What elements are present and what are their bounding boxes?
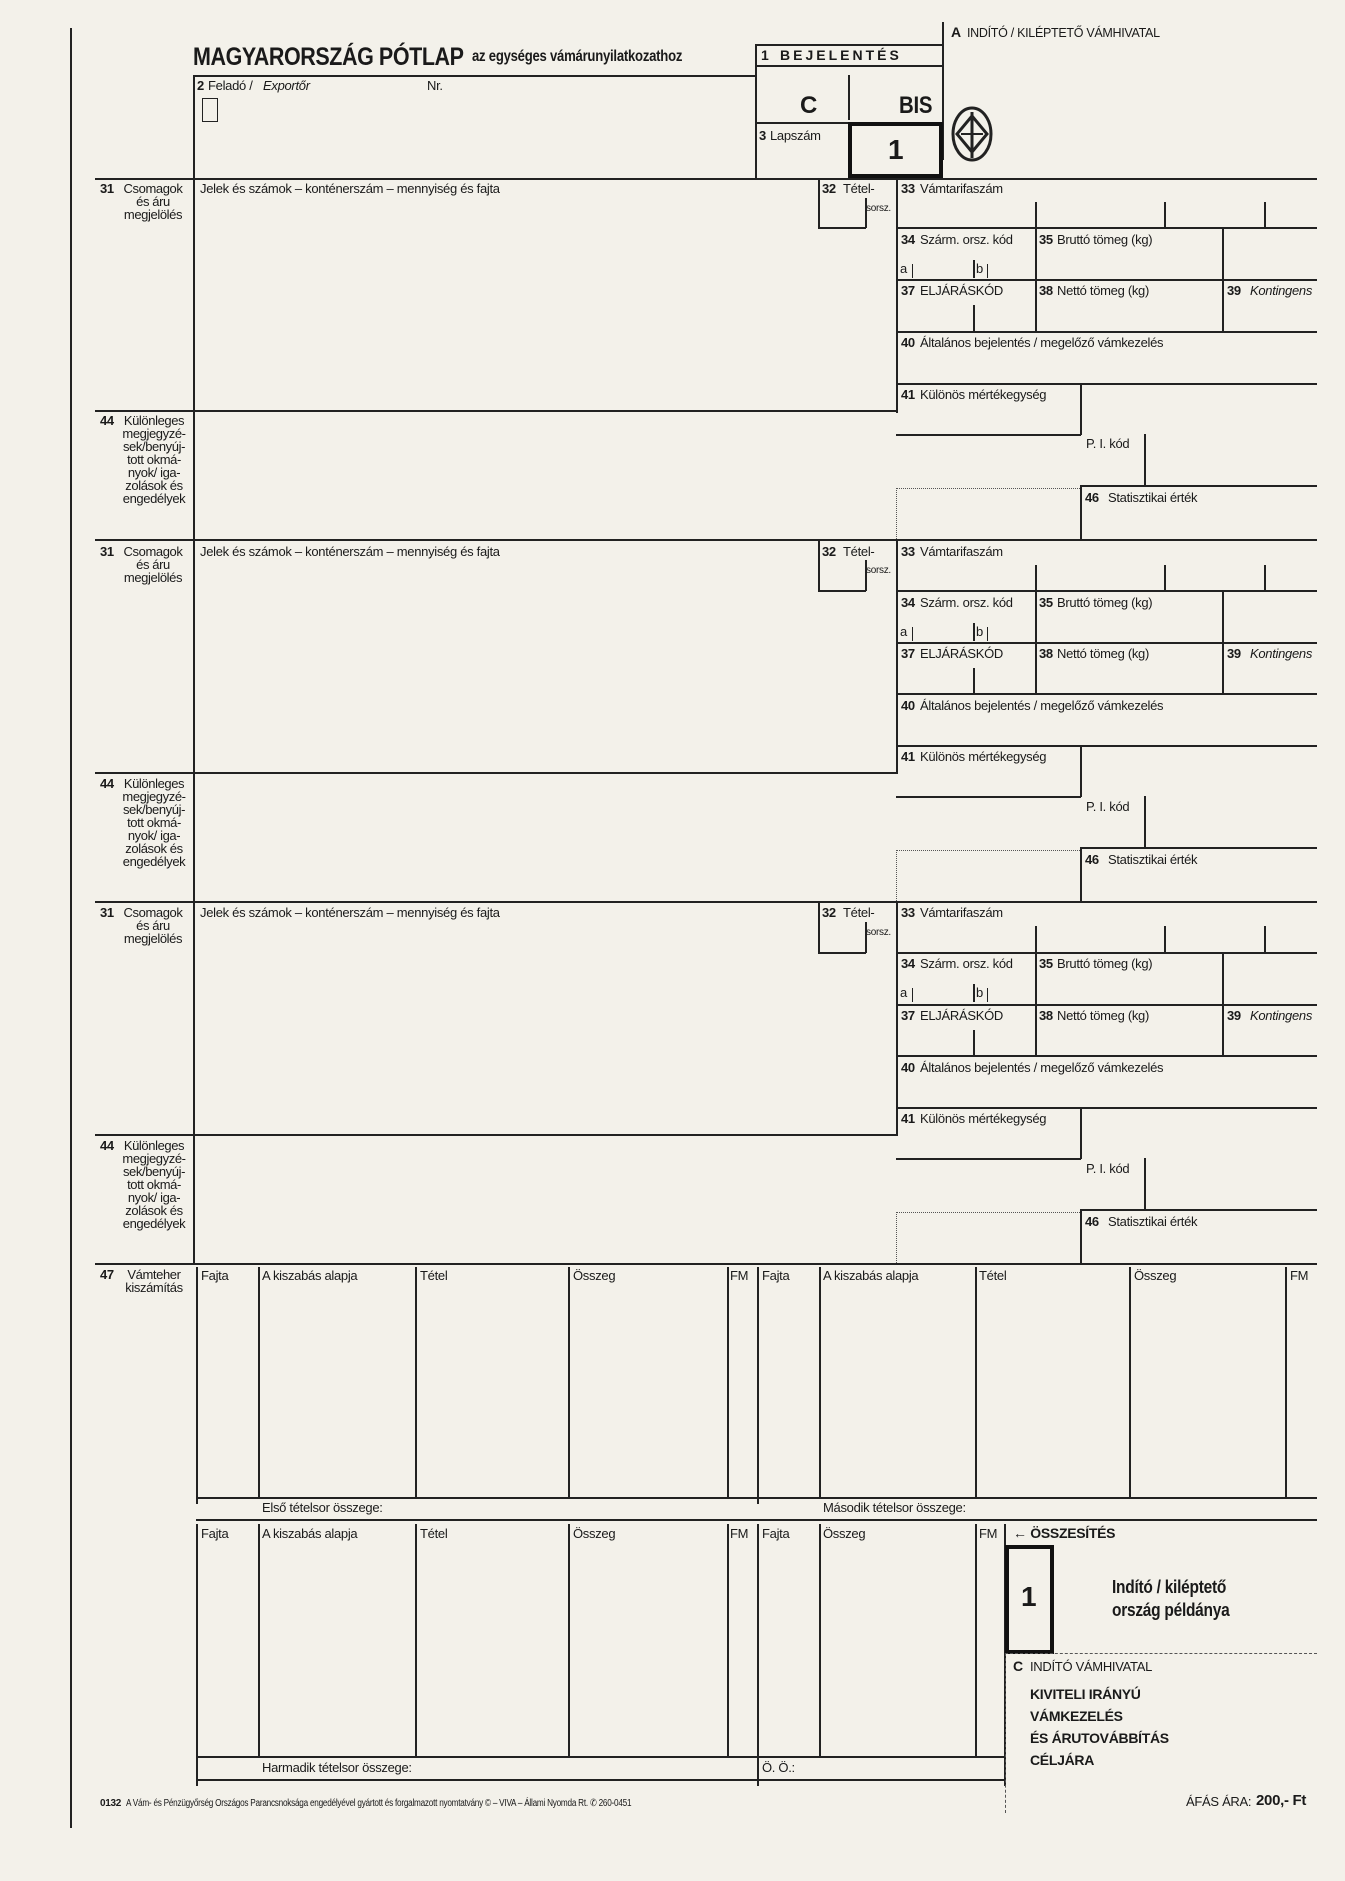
field-1-num: 1	[761, 47, 772, 63]
copy-number-large: 1	[1021, 1581, 1037, 1612]
col-fm-1: FM	[730, 1268, 749, 1283]
col-osszeg-1: Összeg	[573, 1268, 616, 1283]
field-35-label: Bruttó tömeg (kg)	[1057, 232, 1153, 247]
copy-label-line1: Indító / kiléptető	[1112, 1577, 1227, 1597]
summary-label: ← ÖSSZESÍTÉS	[1013, 1525, 1116, 1541]
col-fajta-4: Fajta	[762, 1526, 790, 1541]
field-31-desc: Jelek és számok – konténerszám – mennyiség és fajta	[200, 181, 500, 196]
price-value: 200,- Ft	[1256, 1792, 1307, 1809]
field-a-letter: A	[951, 24, 961, 40]
field-2-label-italic: Exportőr	[263, 78, 310, 93]
field-47-label: Vámteher kiszámítás	[125, 1267, 183, 1295]
form-title: MAGYARORSZÁG PÓTLAP	[193, 43, 464, 71]
col-alap-2: A kiszabás alapja	[823, 1268, 919, 1283]
field-44-label: Különleges megjegyzé- sek/benyúj- tott okmá- nyok/ iga- zolások és engedélyek	[122, 413, 186, 506]
col-osszeg-3: Összeg	[573, 1526, 616, 1541]
col-fajta-1: Fajta	[201, 1268, 229, 1283]
field-2-nr: Nr.	[427, 78, 443, 93]
col-fm-2: FM	[1290, 1268, 1309, 1283]
field-2-label: Feladó /	[208, 78, 253, 93]
field-2-checkbox[interactable]	[202, 98, 218, 122]
field-c-purpose-3: ÉS ÁRUTOVÁBBÍTÁS	[1030, 1730, 1169, 1746]
col-tetel-3: Tétel	[420, 1526, 448, 1541]
field-31-label: Csomagok és áru megjelölés	[123, 181, 183, 222]
customs-emblem-icon	[947, 100, 997, 168]
field-a-label: INDÍTÓ / KILÉPTETŐ VÁMHIVATAL	[967, 26, 1160, 40]
left-margin-line	[70, 28, 72, 1828]
third-total-label: Harmadik tételsor összege:	[262, 1760, 412, 1775]
col-osszeg-2: Összeg	[1134, 1268, 1177, 1283]
first-total-label: Első tételsor összege:	[262, 1500, 383, 1515]
col-alap-1: A kiszabás alapja	[262, 1268, 358, 1283]
field-c-letter: C	[1013, 1658, 1023, 1674]
field-3-label: Lapszám	[770, 128, 821, 143]
field-c-purpose-4: CÉLJÁRA	[1030, 1752, 1095, 1768]
field-39-label: Kontingens	[1250, 283, 1313, 298]
col-fm-3: FM	[730, 1526, 749, 1541]
field-3-num: 3	[759, 128, 766, 143]
price-label: ÁFÁS ÁRA:	[1186, 1794, 1252, 1809]
field-40-label: Általános bejelentés / megelőző vámkezelés	[920, 335, 1164, 350]
copy-label-line2: ország példánya	[1112, 1600, 1230, 1620]
form-subtitle: az egységes vámárunyilatkozathoz	[472, 48, 683, 65]
field-34-label: Szárm. orsz. kód	[920, 232, 1013, 247]
col-fm-4: FM	[979, 1526, 998, 1541]
field-c-purpose-1: KIVITELI IRÁNYÚ	[1030, 1686, 1141, 1702]
second-total-label: Második tételsor összege:	[823, 1500, 966, 1515]
pi-code-label: P. I. kód	[1086, 436, 1130, 451]
footer-text: A Vám- és Pénzügyőrség Országos Parancsnoksága engedélyével gyártott és forgalmazott nyomtatvány © – VIVA – Állami Nyomda Rt. ✆ 260-0451	[126, 1798, 632, 1809]
footer-code: 0132	[100, 1798, 122, 1809]
field-c-label: INDÍTÓ VÁMHIVATAL	[1030, 1659, 1153, 1674]
field-33-label: Vámtarifaszám	[920, 181, 1003, 196]
field-2-num: 2	[197, 78, 204, 93]
field-c-purpose-2: VÁMKEZELÉS	[1030, 1708, 1123, 1724]
col-fajta-2: Fajta	[762, 1268, 790, 1283]
field-32-label: Tétel-	[843, 181, 875, 196]
field-46-label: Statisztikai érték	[1108, 490, 1198, 505]
col-osszeg-4: Összeg	[823, 1526, 866, 1541]
field-1-bis[interactable]: BIS	[899, 92, 933, 119]
field-41-label: Különös mértékegység	[920, 387, 1047, 402]
col-fajta-3: Fajta	[201, 1526, 229, 1541]
copy-number: 1	[888, 134, 904, 165]
field-37-label: ELJÁRÁSKÓD	[920, 283, 1003, 298]
field-1-label: BEJELENTÉS	[780, 47, 902, 63]
col-tetel-2: Tétel	[979, 1268, 1007, 1283]
oo-label: Ö. Ö.:	[762, 1760, 795, 1775]
field-38-label: Nettó tömeg (kg)	[1057, 283, 1150, 298]
col-tetel-1: Tétel	[420, 1268, 448, 1283]
field-1-c[interactable]: C	[800, 92, 818, 119]
col-alap-3: A kiszabás alapja	[262, 1526, 358, 1541]
